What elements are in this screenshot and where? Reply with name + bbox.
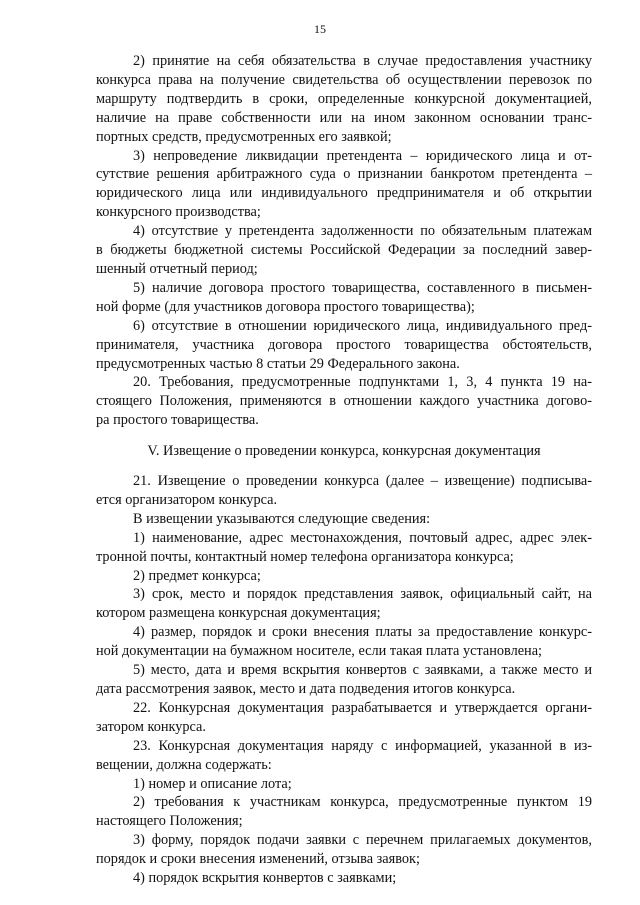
text-line: ется организатором конкурса. [96,491,278,508]
text-line: в бюджеты бюджетной системы Российской Федерации за последний завер- [96,242,592,259]
paragraph [96,52,592,147]
paragraph [96,147,592,223]
text-line: принимателя, участника договора простого товарищества обстоятельств, [96,336,592,353]
text-line: юридического лица или индивидуального предпринимателя и об открытии [96,185,592,202]
text-line: 2) принятие на себя обязательства в случае предоставления участнику [133,53,592,69]
text-line: В извещении указываются следующие сведения: [133,510,431,527]
text-line: портных средств, предусмотренных его заявкой; [96,128,392,145]
text-line: 4) порядок вскрытия конвертов с заявками; [133,870,397,887]
document-body [96,52,592,888]
paragraph [96,793,592,831]
paragraph [96,775,592,794]
paragraph [96,529,592,567]
paragraph [96,661,592,699]
text-line: 5) место, дата и время вскрытия конвертов с заявками, а также место и [133,662,592,679]
text-line: 3) форму, порядок подачи заявки с перечнем прилагаемых документов, [133,832,592,849]
paragraph [96,585,592,623]
text-line: котором размещена конкурсная документация; [96,605,381,622]
text-line: 5) наличие договора простого товарищества, составленного в письмен- [133,279,592,296]
paragraph [96,699,592,737]
text-line: маршруту подтвердить в сроки, определенные конкурсной документацией, [96,90,592,107]
paragraph [96,567,592,586]
text-line: конкурсного производства; [96,204,261,221]
text-line: ной документации на бумажном носителе, если такая плата установлена; [96,643,543,660]
text-line: тронной почты, контактный номер телефона организатора конкурса; [96,548,514,565]
paragraph [96,472,592,510]
paragraph [96,510,592,529]
text-line: 3) срок, место и порядок представления заявок, официальный сайт, на [133,586,592,603]
text-line: 3) непроведение ликвидации претендента – юридического лица и от- [133,147,592,164]
text-line: порядок и сроки внесения изменений, отзыва заявок; [96,851,420,868]
text-line: 4) размер, порядок и сроки внесения платы за предоставление конкурс- [133,624,592,641]
text-line: дата рассмотрения заявок, место и дата подведения итогов конкурса. [96,681,516,697]
text-line: 20. Требования, предусмотренные подпунктами 1, 3, 4 пункта 19 на- [133,374,592,391]
page-number: 15 [314,22,326,36]
paragraph [96,317,592,374]
text-line: 6) отсутствие в отношении юридического лица, индивидуального пред- [133,317,592,334]
text-line: ра простого товарищества. [96,412,259,429]
text-line: сутствие решения арбитражного суда о признании банкротом претендента – [96,166,592,183]
text-line: наличие на праве собственности или на ином законном основании транс- [96,109,592,126]
text-line: 1) номер и описание лота; [133,775,292,792]
text-line: вещении, должна содержать: [96,756,272,773]
text-line: конкурса права на получение свидетельства об осуществлении перевозок по [96,71,592,88]
paragraph [96,869,592,888]
paragraph [96,222,592,279]
text-line: затором конкурса. [96,718,206,735]
text-line: 22. Конкурсная документация разрабатывается и утверждается органи- [133,699,592,716]
paragraph [96,623,592,661]
text-line: шенный отчетный период; [96,260,258,277]
text-line: 21. Извещение о проведении конкурса (далее – извещение) подписыва- [133,473,592,490]
section-heading: V. Извещение о проведении конкурса, конкурсная документация [147,443,541,460]
text-line: 1) наименование, адрес местонахождения, почтовый адрес, адрес элек- [133,529,592,546]
paragraph [96,279,592,317]
paragraph [96,831,592,869]
text-line: 4) отсутствие у претендента задолженности по обязательным платежам [133,223,592,240]
text-line: стоящего Положения, применяются в отношении каждого участника догово- [96,393,592,410]
text-line: 23. Конкурсная документация наряду с информацией, указанной в из- [133,737,592,754]
text-line: предусмотренных частью 8 статьи 29 Федерального закона. [96,355,460,372]
paragraph [96,373,592,430]
text-line: 2) требования к участникам конкурса, предусмотренные пунктом 19 [133,794,592,811]
text-line: ной форме (для участников договора простого товарищества); [96,298,475,315]
text-line: настоящего Положения; [96,813,243,830]
text-line: 2) предмет конкурса; [133,567,261,584]
paragraph [96,737,592,775]
